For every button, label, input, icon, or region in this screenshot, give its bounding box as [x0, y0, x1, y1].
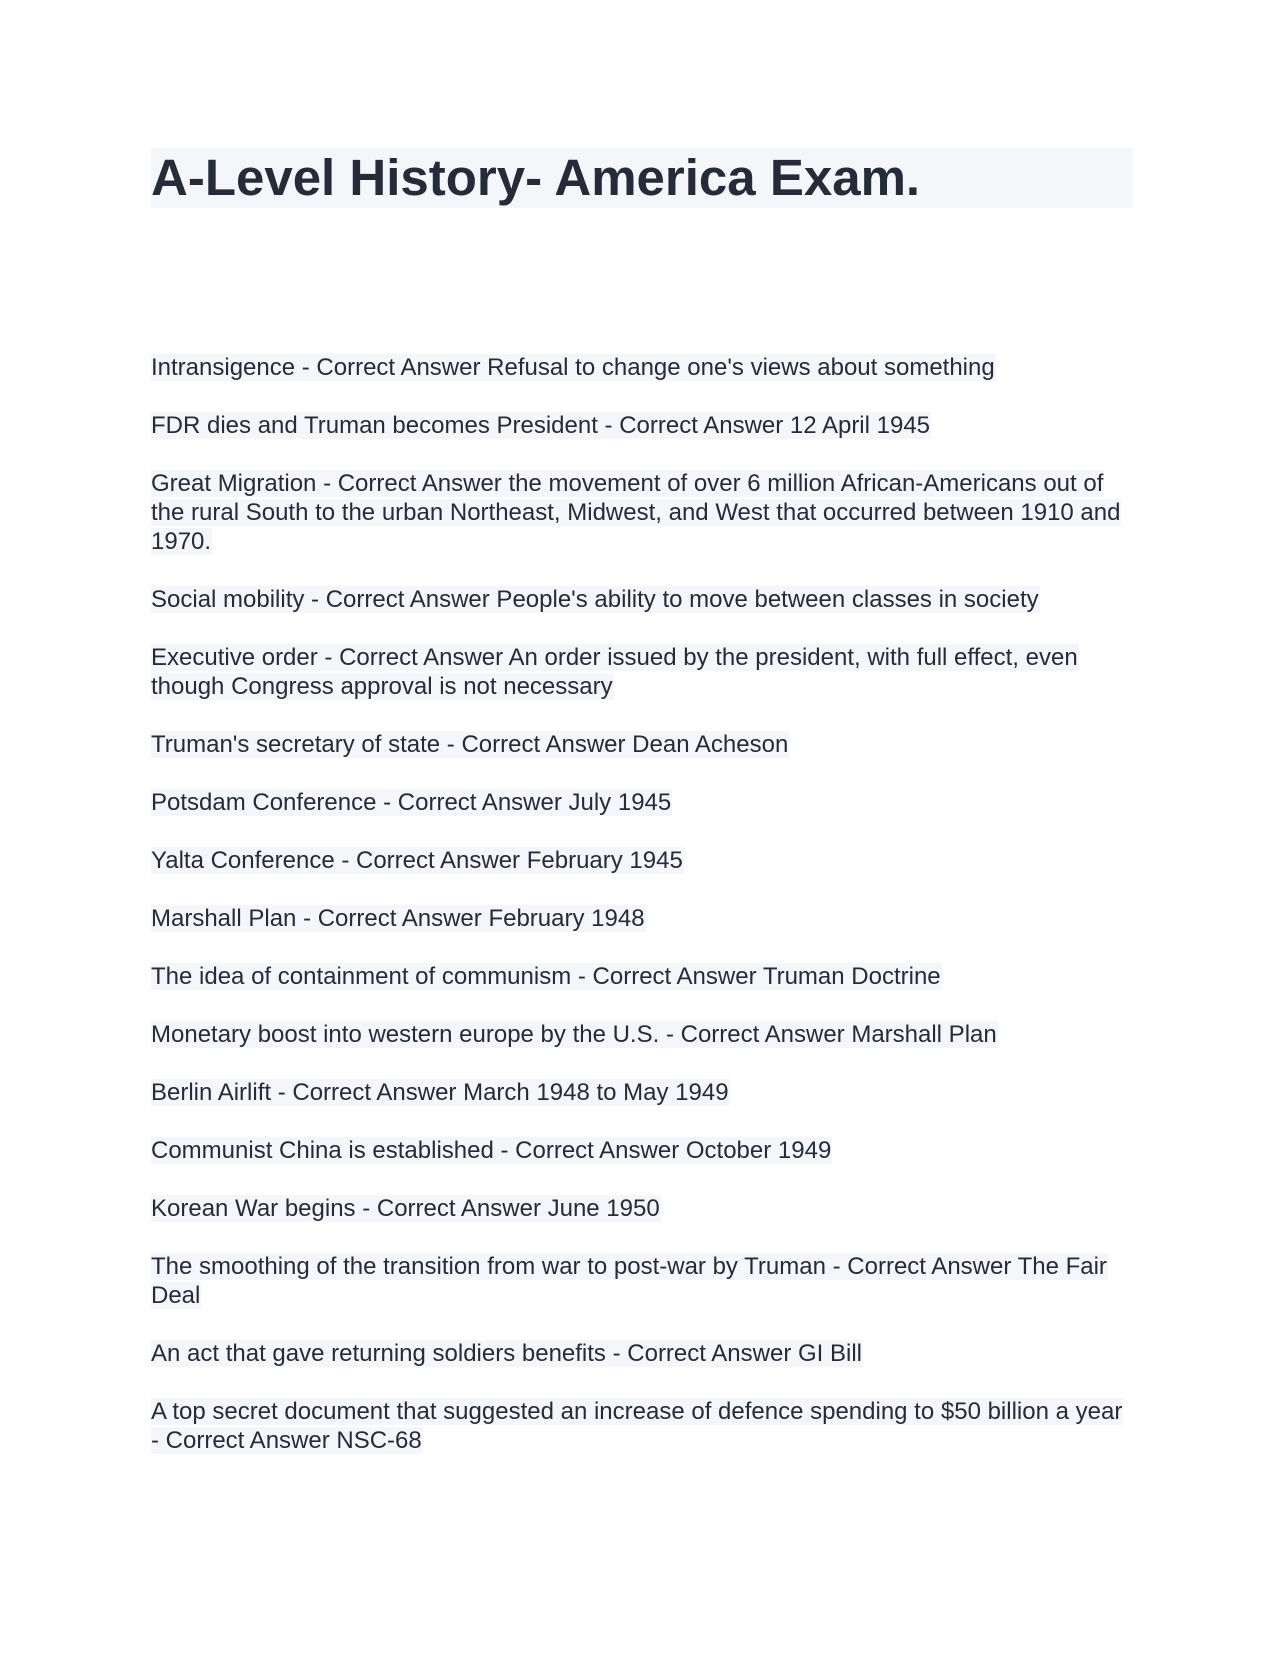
qa-item: [151, 730, 1133, 759]
qa-text: Communist China is established - Correct Answer October 1949: [151, 1137, 832, 1164]
qa-item: [151, 1252, 1133, 1310]
title-block: [151, 148, 1133, 208]
qa-text: Berlin Airlift - Correct Answer March 1948 to May 1949: [151, 1079, 729, 1106]
qa-item: [151, 1020, 1133, 1049]
page-title: A-Level History- America Exam.: [151, 149, 921, 206]
qa-text: Yalta Conference - Correct Answer February 1945: [151, 847, 683, 874]
document-page: [151, 148, 1133, 1454]
qa-list: [151, 353, 1133, 1484]
qa-text: Social mobility - Correct Answer People's ability to move between classes in society: [151, 586, 1039, 613]
qa-text: Intransigence - Correct Answer Refusal to change one's views about something: [151, 354, 995, 381]
qa-item: [151, 1397, 1133, 1455]
qa-item: [151, 1339, 1133, 1368]
qa-text: Truman's secretary of state - Correct Answer Dean Acheson: [151, 731, 789, 758]
qa-text: A top secret document that suggested an increase of defence spending to $50 billion a year - Correct Answer NSC-68: [151, 1398, 1123, 1454]
qa-item: [151, 353, 1133, 382]
qa-item: [151, 962, 1133, 991]
qa-item: [151, 904, 1133, 933]
qa-text: Korean War begins - Correct Answer June 1950: [151, 1195, 660, 1222]
qa-text: FDR dies and Truman becomes President - Correct Answer 12 April 1945: [151, 412, 931, 439]
qa-item: [151, 846, 1133, 875]
qa-item: [151, 469, 1133, 556]
qa-text: An act that gave returning soldiers benefits - Correct Answer GI Bill: [151, 1340, 862, 1367]
qa-item: [151, 643, 1133, 701]
qa-text: Great Migration - Correct Answer the movement of over 6 million African-Americans out of the rural South to the urban Northeast, Midwest, and West that occurred between 1910 and 1970.: [151, 470, 1121, 555]
qa-item: [151, 788, 1133, 817]
qa-text: Marshall Plan - Correct Answer February 1948: [151, 905, 645, 932]
qa-text: Monetary boost into western europe by the U.S. - Correct Answer Marshall Plan: [151, 1021, 997, 1048]
qa-text: Executive order - Correct Answer An order issued by the president, with full effect, even though Congress approval is not necessary: [151, 644, 1078, 700]
qa-item: [151, 1136, 1133, 1165]
qa-text: Potsdam Conference - Correct Answer July 1945: [151, 789, 672, 816]
qa-item: [151, 1194, 1133, 1223]
qa-item: [151, 585, 1133, 614]
qa-item: [151, 1078, 1133, 1107]
qa-item: [151, 411, 1133, 440]
qa-text: The idea of containment of communism - Correct Answer Truman Doctrine: [151, 963, 941, 990]
qa-text: The smoothing of the transition from war to post-war by Truman - Correct Answer The Fair Deal: [151, 1253, 1107, 1309]
